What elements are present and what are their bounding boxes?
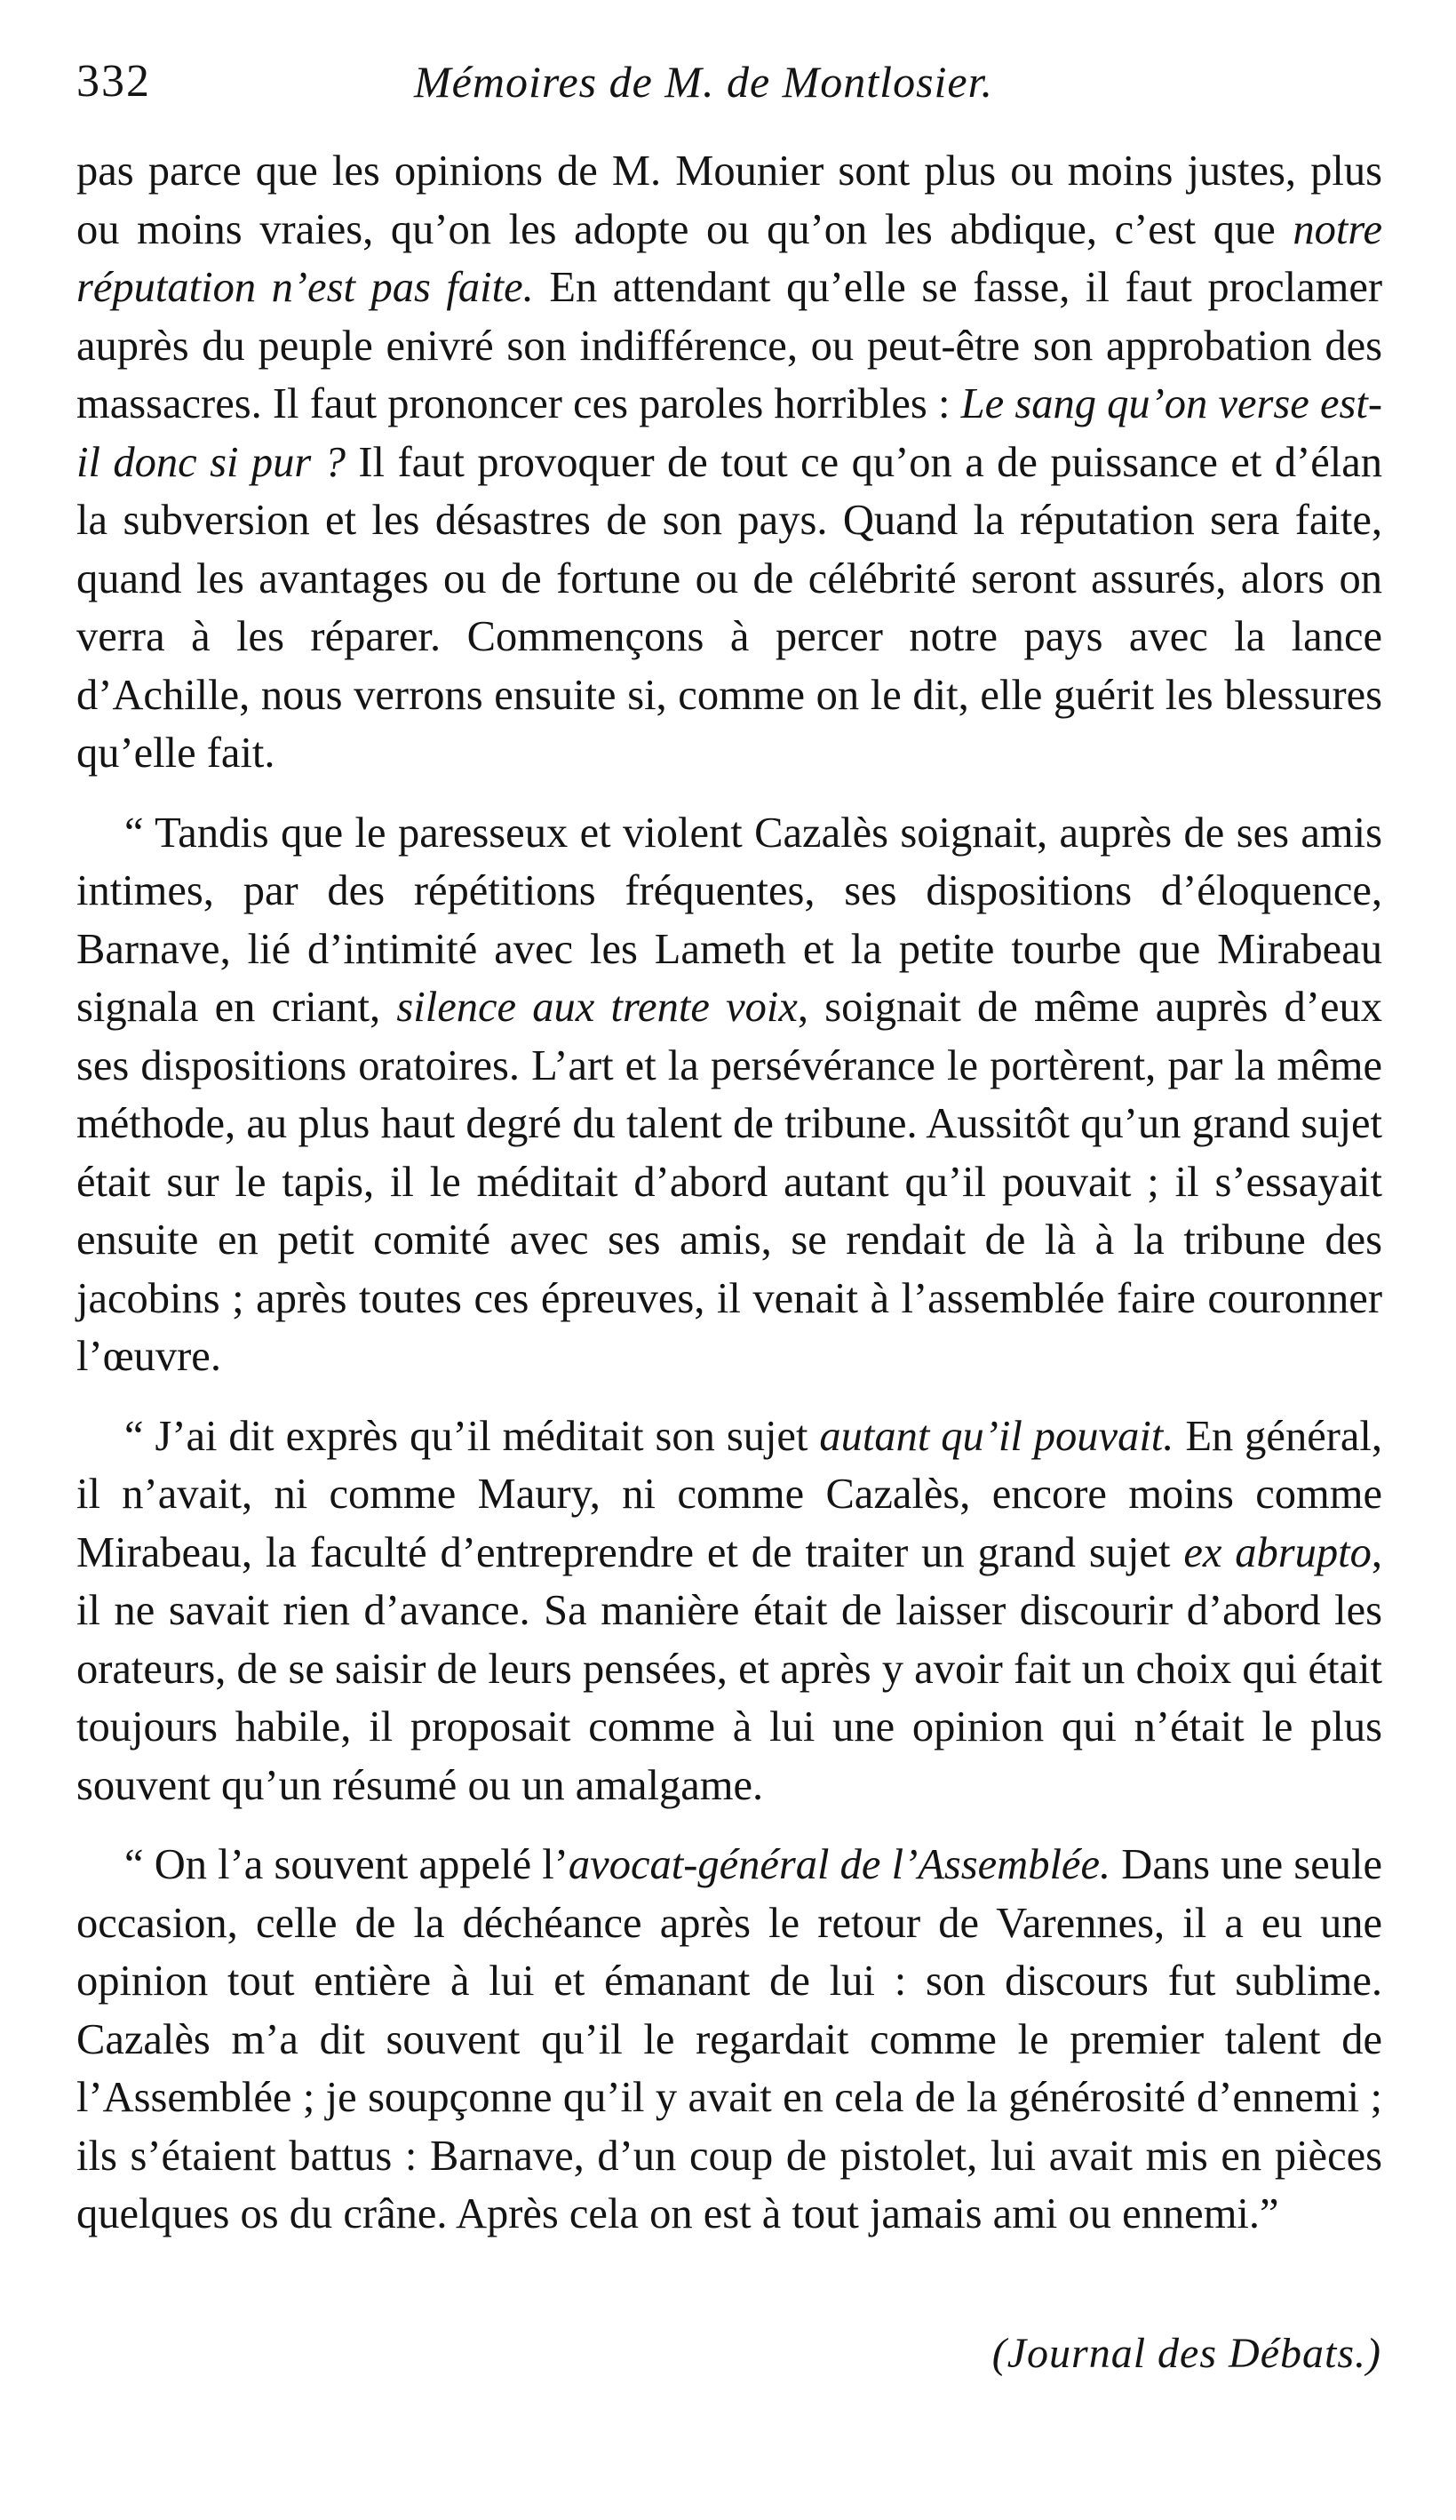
text-segment: pas parce que les opinions de M. Mounier sont plus ou moins justes, plus ou moins vraies, qu’on les adopte ou qu’on les abdique, c’est que [76, 148, 1382, 253]
paragraph [76, 804, 1382, 1386]
text-segment: , il ne savait rien d’avance. Sa manière était de laisser discourir d’abord les orateurs, de se saisir de leurs pensées, et après y avoir fait un choix qui était toujours habile, il proposait comme à lui une opinion qui n’était le plus souvent qu’un résumé ou un amalgame. [76, 1528, 1382, 1809]
italic-text: Le sang qu’on verse est-il donc si pur ? [76, 380, 1382, 486]
paragraph [76, 142, 1382, 783]
running-head: Mémoires de M. de Montlosier. [414, 57, 994, 107]
text-segment: En général, il n’avait, ni comme Maury, ni comme Cazalès, encore moins comme Mirabeau, la faculté d’entreprendre et de traiter un grand sujet [76, 1412, 1382, 1576]
paragraph [76, 1408, 1382, 1815]
italic-text: ex abrupto [1183, 1528, 1372, 1576]
text-segment: Il faut provoquer de tout ce qu’on a de puissance et d’élan la subversion et les désastres de son pays. Quand la réputation sera faite, quand les avantages ou de fortune ou de célébrité seront assurés, alors on verra à les réparer. Commençons à percer notre pays avec la lance d’Achille, nous verrons ensuite si, comme on le dit, elle guérit les blessures qu’elle fait. [76, 438, 1383, 777]
source-citation: (Journal des Débats.) [991, 2330, 1381, 2377]
text-segment: “ J’ai dit exprès qu’il méditait son sujet [124, 1412, 820, 1460]
page-number: 332 [76, 56, 151, 107]
page-header [76, 46, 1382, 117]
text-segment: Dans une seule occasion, celle de la déchéance après le retour de Varennes, il a eu une opinion tout entière à lui et émanant de lui : son discours fut sublime. Cazalès m’a dit souvent qu’il le regardait comme le premier talent de l’Assemblée ; je soupçonne qu’il y avait en cela de la générosité d’ennemi ; ils s’étaient battus : Barnave, d’un coup de pistolet, lui avait mis en pièces quelques os du crâne. Après cela on est à tout jamais ami ou ennemi.” [76, 1841, 1383, 2237]
italic-text: silence aux trente voix [396, 984, 798, 1031]
text-segment: “ Tandis que le paresseux et violent Cazalès soignait, auprès de ses amis intimes, par des répétitions fréquentes, ses dispositions d’éloquence, Barnave, lié d’intimité avec les Lameth et la petite tourbe que Mirabeau signala en criant, [76, 809, 1382, 1031]
italic-text: autant qu’il pouvait. [819, 1412, 1174, 1460]
text-segment: “ On l’a souvent appelé l’ [124, 1841, 569, 1888]
italic-text: notre réputation n’est pas faite. [76, 205, 1382, 311]
paragraph [76, 1836, 1382, 2244]
body-text [76, 142, 1382, 2244]
text-segment: En attendant qu’elle se fasse, il faut proclamer auprès du peuple enivré son indifférence, ou peut-être son approbation des massacres. Il faut prononcer ces paroles horribles : [76, 264, 1382, 427]
italic-text: avocat-général de l’Assemblée. [568, 1841, 1111, 1888]
text-segment: , soignait de même auprès d’eux ses dispositions oratoires. L’art et la persévérance le portèrent, par la même méthode, au plus haut degré du talent de tribune. Aussitôt qu’un grand sujet était sur le tapis, il le méditait d’abord autant qu’il pouvait ; il s’essayait ensuite en petit comité avec ses amis, se rendait de là à la tribune des jacobins ; après toutes ces épreuves, il venait à l’assemblée faire couronner l’œuvre. [76, 984, 1382, 1380]
